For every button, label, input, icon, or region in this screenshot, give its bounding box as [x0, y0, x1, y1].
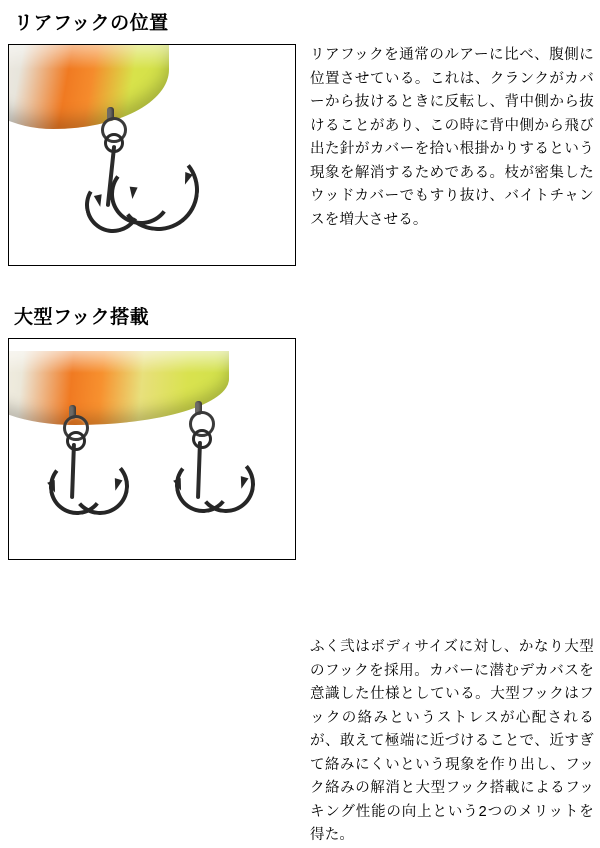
- lure-body-1: [8, 44, 169, 129]
- hook-point-1b: [128, 187, 137, 200]
- hook-eye-2b: [192, 429, 212, 449]
- section-2-body-text: ふく弐はボディサイズに対し、かなり大型のフックを採用。カバーに潜むデカバスを意識した仕様としている。大型フックはフックの絡みというストレスが心配されるが、敢えて極端に近づけることで、近すぎて絡みにくいという現象を作り出し、フック絡みの解消と大型フック搭載によるフッキング性能の向上という2つのメリットを得た。: [310, 639, 594, 843]
- section-2-photo: [8, 338, 296, 560]
- section-1-body-text: リアフックを通常のルアーに比べ、腹側に位置させている。これは、クランクがカバーから抜けるときに反転し、背中側から抜けることがあり、この時に背中側から飛び出た針がカバーを拾い根掛かりするという現象を解消するためである。枝が密集したウッドカバーでもすり抜け、バイトチャンスを増大させる。: [310, 47, 594, 228]
- section-2-heading: 大型フック搭載: [14, 307, 150, 328]
- section-large-hook: [0, 292, 600, 843]
- section-1-photo: [8, 44, 296, 266]
- section-1-heading: リアフックの位置: [14, 13, 169, 34]
- section-rear-hook-position: [0, 0, 600, 292]
- hook-eye-2a: [66, 431, 86, 451]
